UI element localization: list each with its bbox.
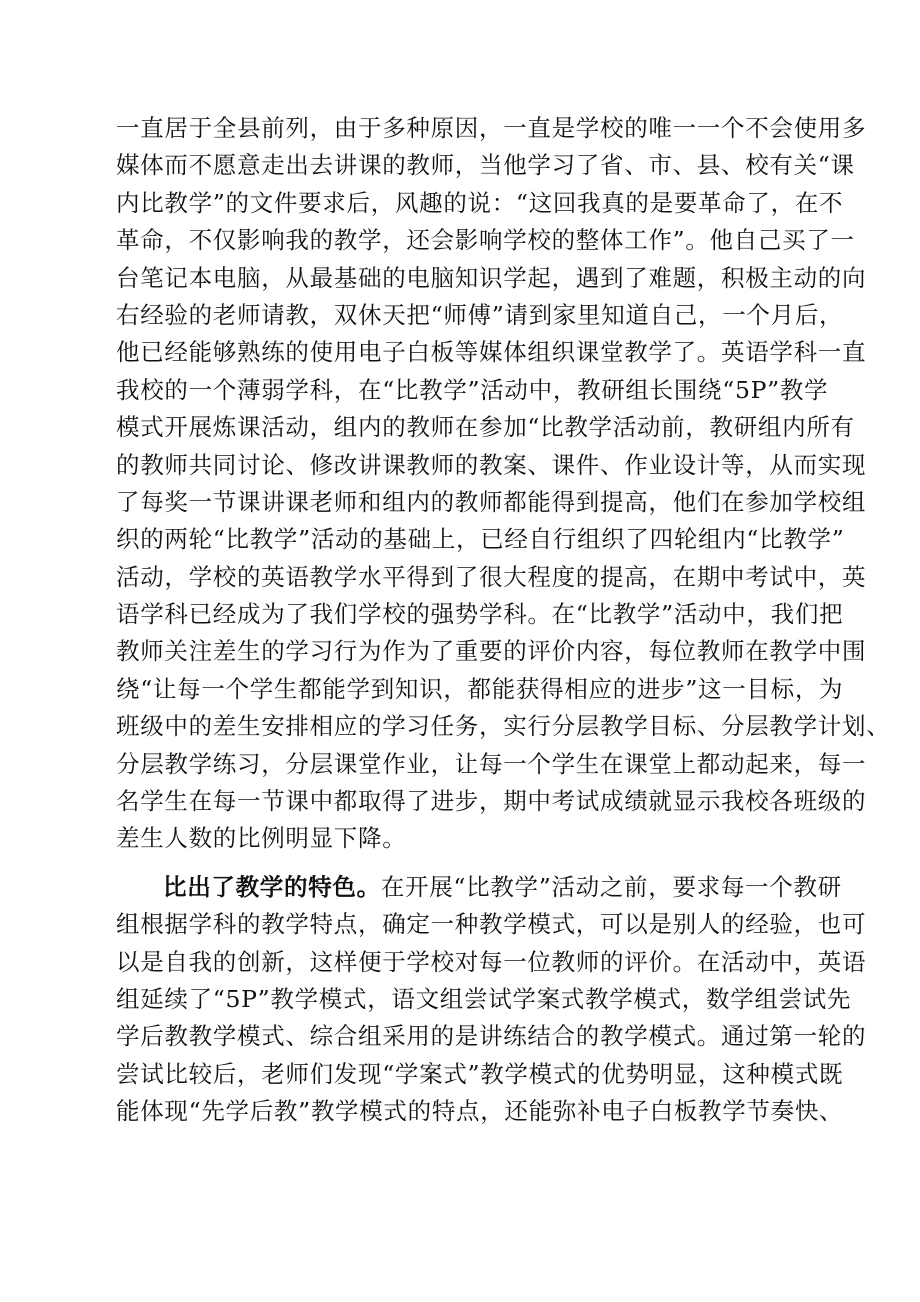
text-line: 活动，学校的英语教学水平得到了很大程度的提高，在期中考试中，英 [116,562,867,591]
text-line: 语学科已经成为了我们学校的强势学科。在“比教学”活动中，我们把 [116,600,844,629]
text-line: 台笔记本电脑，从最基础的电脑知识学起，遇到了难题，积极主动的向 [116,263,867,292]
text-line: 一直居于全县前列，由于多种原因，一直是学校的唯一一个不会使用多 [116,114,867,142]
text-line: 能体现“先学后教”教学模式的特点，还能弥补电子白板教学节奏快、 [116,1097,844,1126]
paragraph-english-subject [116,110,891,858]
text-line: 右经验的老师请教，双休天把“师傅”请到家里知道自己，一个月后， [116,300,844,329]
text-line: 革命，不仅影响我的教学，还会影响学校的整体工作”。他自己买了一 [116,226,855,255]
text-line: 模式开展炼课活动，组内的教师在参加“比教学活动前，教研组内所有 [116,413,855,442]
document-body [116,110,891,1131]
text-line: 差生人数的比例明显下降。 [116,824,407,853]
text-line: 媒体而不愿意走出去讲课的教师，当他学习了省、市、县、校有关“课 [116,151,855,180]
text-line: 绕“让每一个学生都能学到知识，都能获得相应的进步”这一目标，为 [116,674,844,703]
text-line: 名学生在每一节课中都取得了进步，期中考试成绩就显示我校各班级的 [116,787,867,816]
text-line: 了每奖一节课讲课老师和组内的教师都能得到提高，他们在参加学校组 [116,487,867,516]
paragraph-teaching-features [116,869,867,1131]
text-line: 尝试比较后，老师们发现“学案式”教学模式的优势明显，这种模式既 [116,1059,844,1088]
text-line: 组延续了“5P”教学模式，语文组尝试学案式教学模式，数学组尝试先 [116,984,852,1013]
text-line: 我校的一个薄弱学科，在“比教学”活动中，教研组长围绕“5P”教学 [116,375,829,404]
text-run: 在开展“比教学”活动之前，要求每一个教研 [380,872,842,901]
section-heading: 比出了教学的特色。 [163,872,381,901]
text-line: 学后教教学模式、综合组采用的是讲练结合的教学模式。通过第一轮的 [116,1022,867,1051]
paragraph-spacing [116,858,836,869]
text-line: 分层教学练习，分层课堂作业，让每一个学生在课堂上都动起来，每一 [116,749,867,778]
text-line: 的教师共同讨论、修改讲课教师的教案、课件、作业设计等，从而实现 [116,450,867,479]
paragraph-first-line [116,869,842,906]
text-line: 组根据学科的教学特点，确定一种教学模式，可以是别人的经验，也可 [116,910,867,939]
text-line: 内比教学”的文件要求后，风趣的说：“这回我真的是要革命了，在不 [116,188,844,217]
text-line: 织的两轮“比教学”活动的基础上，已经自行组织了四轮组内“比教学” [116,525,845,554]
text-line: 以是自我的创新，这样便于学校对每一位教师的评价。在活动中，英语 [116,947,867,976]
text-line: 教师关注差生的学习行为作为了重要的评价内容，每位教师在教学中围 [116,637,867,666]
text-line: 他已经能够熟练的使用电子白板等媒体组织课堂教学了。英语学科一直 [116,338,867,367]
text-line: 班级中的差生安排相应的学习任务，实行分层教学目标、分层教学计划、 [116,712,891,741]
